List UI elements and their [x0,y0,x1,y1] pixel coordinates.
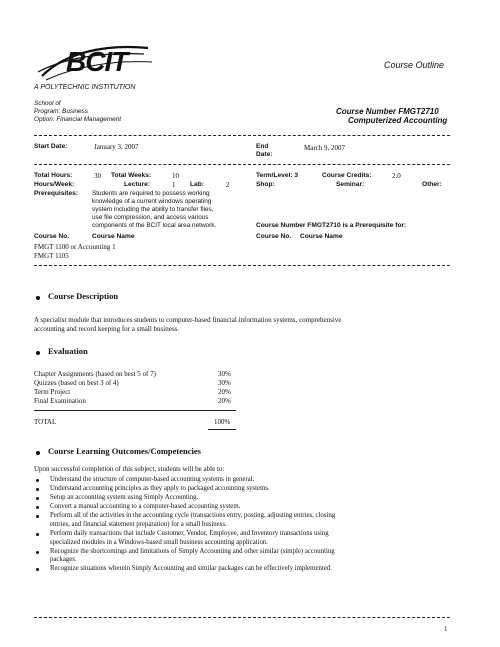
program-label: Program: Business [34,108,88,115]
list-bullet-icon [36,497,39,500]
outcome-item-text: entries, and financial statement preparation) for a small business. [50,520,227,528]
institution-tagline: A POLYTECHNIC INSTITUTION [34,84,136,91]
prereq-course: FMGT 1100 or Accounting 1 [34,243,116,251]
total-hours-label: Total Hours: [34,172,73,179]
description-heading: Course Description [48,291,119,301]
description-text: A specialist module that introduces students to computer-based financial information systems, comprehensive [34,316,342,324]
outcome-item-text: Understand the structure of computer-based accounting systems in general. [50,476,255,483]
col-course-name-2: Course Name [300,233,343,240]
evaluation-total-label: TOTAL [34,418,57,426]
evaluation-pct: 20% [218,388,231,396]
list-bullet-icon [36,568,39,571]
end-date-label-2: Date: [256,151,273,158]
prereq-line: Students are required to possess working [92,190,210,197]
list-bullet-icon [36,488,39,491]
evaluation-heading: Evaluation [48,346,88,356]
outcome-item-text: Recognize situations wherein Simply Accounting and similar packages can be effectively implemented. [50,565,332,573]
course-number-heading: Course Number FMGT2710 [336,107,439,116]
bcit-logo [36,42,154,82]
total-hours-value: 30 [94,172,101,180]
outcome-item-text: Convert a manual accounting to a computer-based accounting system. [50,503,241,511]
lab-label: Lab: [190,181,204,188]
term-level-label: Term/Level: 3 [256,172,299,179]
course-credits-label: Course Credits: [322,172,372,179]
evaluation-pct: 30% [218,379,231,387]
prereq-course: FMGT 1105 [34,252,69,260]
outcome-item-text: Understand accounting principles as they apply to packaged accounting systems. [50,485,270,493]
prerequisites-label: Prerequisites: [34,190,78,197]
list-bullet-icon [36,515,39,518]
end-date-label: End [256,143,269,150]
list-bullet-icon [36,551,39,554]
section-bullet-icon [36,296,40,300]
info-divider-1 [34,164,450,165]
hours-week-label: Hours/Week: [34,181,75,188]
evaluation-total-rule [34,410,236,411]
school-label: School of [34,100,61,107]
lab-value: 2 [226,181,230,189]
outcome-item-text: Recognize the shortcomings and limitations of Simply Accounting and other similar (simple) accounting [50,547,335,555]
course-credits-value: 2.0 [392,172,401,180]
evaluation-total-underline [208,429,236,430]
col-course-name: Course Name [92,233,135,240]
shop-label: Shop: [256,181,275,188]
course-outline-label: Course Outline [384,60,445,70]
total-weeks-label: Total Weeks: [111,172,152,179]
prereq-line: knowledge of a current windows operating [92,198,212,205]
footer-divider [34,617,450,618]
outcome-item-text: Perform all of the activities in the accounting cycle (transactions entry, posting, adjusting entries, closing [50,512,336,520]
section-bullet-icon [36,351,40,355]
end-date-value: March 9, 2007 [304,144,346,152]
list-bullet-icon [36,506,39,509]
evaluation-total-value: 100% [214,418,231,426]
lecture-value: 1 [172,181,176,189]
prereq-line: use file compression, and access various [92,214,209,221]
total-weeks-value: 10 [172,172,179,180]
section-bullet-icon [36,451,40,455]
list-bullet-icon [36,533,39,536]
outcome-item-text: packages. [50,556,77,564]
evaluation-item: Term Project [34,388,71,396]
prerequisite-for-heading: Course Number FMGT2710 is a Prerequisite for: [256,222,407,229]
col-course-no-2: Course No. [256,233,292,240]
course-title-heading: Computerized Accounting [348,116,448,125]
list-bullet-icon [36,479,39,482]
description-text: accounting and record keeping for a small business. [34,325,180,333]
evaluation-pct: 30% [218,370,231,378]
evaluation-item: Final Examination [34,397,86,405]
info-divider-2 [34,265,450,266]
outcomes-heading: Course Learning Outcomes/Competencies [48,446,201,456]
other-label: Other: [422,181,442,188]
evaluation-item: Quizzes (based on best 3 of 4) [34,379,119,387]
prereq-line: system including the ability to transfer files, [92,206,214,213]
lecture-label: Lecture: [124,181,151,188]
page-number: 1 [444,625,448,633]
evaluation-item: Chapter Assignments (based on best 5 of 7) [34,370,156,378]
evaluation-pct: 20% [218,397,231,405]
outcome-item-text: specialized modules in a Windows-based small business accounting application. [50,538,268,546]
outcomes-intro: Upon successful completion of this subject, students will be able to: [34,465,225,473]
col-course-no: Course No. [34,233,70,240]
start-date-label: Start Date: [34,143,68,150]
seminar-label: Seminar: [336,181,365,188]
outcome-item-text: Setup an accounting system using Simply Accounting. [50,494,199,502]
outcome-item-text: Perform daily transactions that include Customer, Vendor, Employee, and Inventory transactions using [50,530,329,537]
prereq-line: components of the BCIT local area network. [92,222,217,229]
option-label: Option: Financial Management [34,116,122,123]
start-date-value: January 3, 2007 [94,143,139,151]
header-divider [34,135,450,136]
logo-text: BCIT [66,46,128,77]
